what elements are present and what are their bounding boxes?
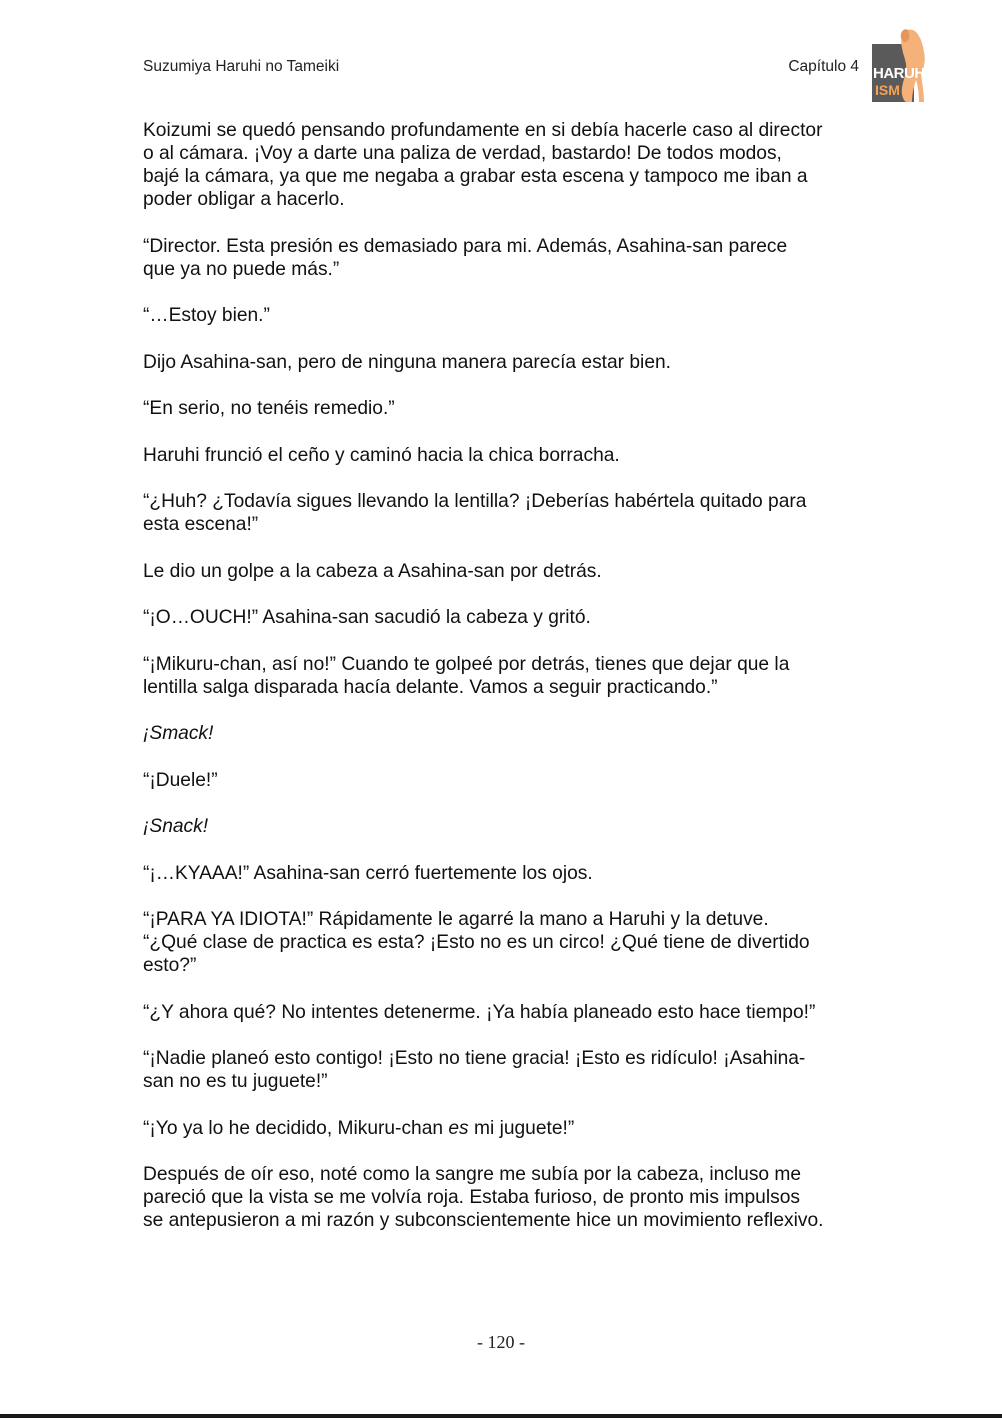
page-body	[143, 119, 865, 1256]
text-line: Koizumi se quedó pensando profundamente en si debía hacerle caso al director	[143, 120, 823, 141]
text-line: se antepusieron a mi razón y subconscientemente hice un movimiento reflexivo.	[143, 1210, 824, 1231]
text-line: “¿Qué clase de practica es esta? ¡Esto no es un circo! ¿Qué tiene de divertido	[143, 932, 810, 953]
sound-effect: ¡Smack!	[143, 723, 214, 744]
text-line: bajé la cámara, ya que me negaba a grabar esta escena y tampoco me iban a	[143, 166, 808, 187]
paragraph: Le dio un golpe a la cabeza a Asahina-san por detrás.	[143, 560, 602, 582]
text-line: Después de oír eso, noté como la sangre me subía por la cabeza, incluso me	[143, 1164, 802, 1185]
book-title: Suzumiya Haruhi no Tameiki	[143, 58, 340, 75]
paragraph	[143, 1047, 865, 1093]
paragraph	[143, 908, 865, 977]
paragraph: Dijo Asahina-san, pero de ninguna manera parecía estar bien.	[143, 351, 671, 373]
text-line: “¡PARA YA IDIOTA!” Rápidamente le agarré la mano a Haruhi y la detuve.	[143, 909, 769, 930]
text-line: poder obligar a hacerlo.	[143, 189, 345, 210]
paragraph: “¡…KYAAA!” Asahina-san cerró fuertemente los ojos.	[143, 862, 593, 884]
logo-text-bottom: ISM	[875, 82, 900, 98]
paragraph: “En serio, no tenéis remedio.”	[143, 398, 395, 419]
text-line: san no es tu juguete!”	[143, 1071, 328, 1092]
chapter-label: Capítulo 4	[788, 58, 859, 75]
text-line: lentilla salga disparada hacía delante. Vamos a seguir practicando.”	[143, 676, 718, 698]
text-line: “¡Mikuru-chan, así no!” Cuando te golpeé por detrás, tienes que dejar que la	[143, 653, 790, 675]
paragraph	[143, 653, 865, 699]
text-line: esto?”	[143, 955, 197, 976]
text-run: “¡Yo ya lo he decidido, Mikuru-chan	[143, 1117, 449, 1139]
paragraph	[143, 235, 865, 281]
bottom-divider	[0, 1414, 1002, 1418]
text-line: pareció que la vista se me volvía roja. Estaba furioso, de pronto mis impulsos	[143, 1187, 800, 1208]
text-line: “¡Nadie planeó esto contigo! ¡Esto no tiene gracia! ¡Esto es ridículo! ¡Asahina-	[143, 1048, 806, 1069]
text-run: mi juguete!”	[468, 1117, 575, 1139]
logo-text-top: HARUHI	[873, 65, 929, 82]
paragraph	[143, 1163, 865, 1232]
text-line: que ya no puede más.”	[143, 258, 340, 280]
text-line: esta escena!”	[143, 514, 259, 535]
text-line: “¿Huh? ¿Todavía sigues llevando la lentilla? ¡Deberías habértela quitado para	[143, 491, 807, 512]
paragraph: “¡O…OUCH!” Asahina-san sacudió la cabeza y gritó.	[143, 607, 591, 628]
paragraph	[143, 119, 865, 211]
paragraph: “¡Duele!”	[143, 769, 218, 791]
text-line: o al cámara. ¡Voy a darte una paliza de verdad, bastardo! De todos modos,	[143, 143, 782, 164]
text-line: “Director. Esta presión es demasiado para mi. Además, Asahina-san parece	[143, 235, 788, 257]
paragraph: “…Estoy bien.”	[143, 305, 270, 326]
paragraph	[143, 490, 865, 536]
page-number: - 120 -	[477, 1332, 525, 1352]
paragraph: “¿Y ahora qué? No intentes detenerme. ¡Ya había planeado esto hace tiempo!”	[143, 1001, 816, 1023]
haruhi-ism-logo-icon	[872, 28, 928, 102]
page-header	[143, 58, 859, 80]
paragraph	[143, 1117, 865, 1140]
sound-effect: ¡Snack!	[143, 816, 209, 837]
emphasis-text: es	[448, 1117, 469, 1139]
paragraph: Haruhi frunció el ceño y caminó hacia la chica borracha.	[143, 444, 620, 466]
